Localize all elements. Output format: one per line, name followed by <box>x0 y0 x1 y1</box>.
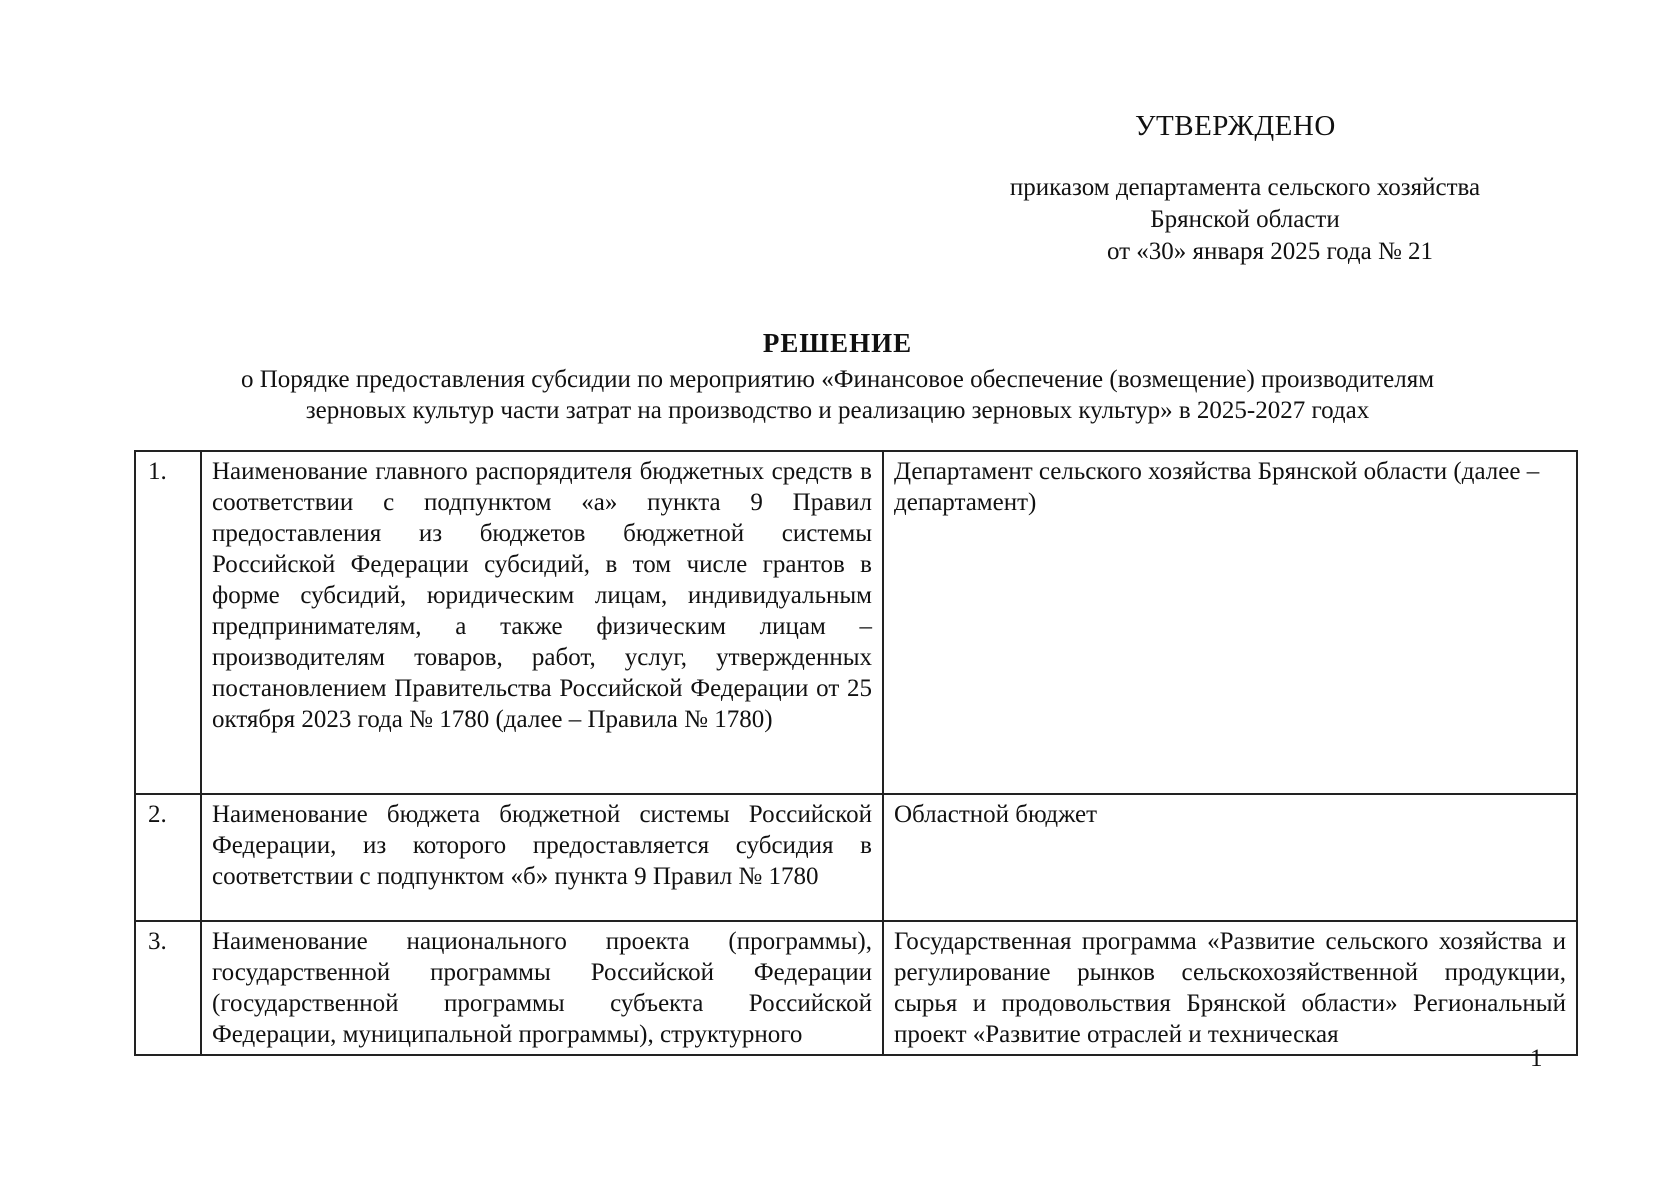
table-row <box>135 451 1577 794</box>
approval-line-region: Брянской области <box>1150 206 1340 233</box>
page-number: 1 <box>1530 1045 1543 1072</box>
row-number: 2. <box>135 794 201 921</box>
approval-line-order: приказом департамента сельского хозяйства <box>1009 174 1481 201</box>
document-subtitle-line-1: о Порядке предоставления субсидии по мероприятию «Финансовое обеспечение (возмещение) производителям <box>240 366 1435 393</box>
row-number: 1. <box>135 451 201 794</box>
row-number: 3. <box>135 921 201 1055</box>
approval-title: УТВЕРЖДЕНО <box>1135 110 1336 142</box>
document-subtitle-line-2: зерновых культур части затрат на производство и реализацию зерновых культур» в 2025-2027 годах <box>305 397 1370 424</box>
row-description: Наименование бюджета бюджетной системы Российской Федерации, из которого предоставляется субсидия в соответствии с подпунктом «б» пункта 9 Правил № 1780 <box>201 794 883 921</box>
row-value: Государственная программа «Развитие сельского хозяйства и регулирование рынков сельскохозяйственной продукции, сырья и продовольствия Брянской области» Региональный проект «Развитие отраслей и техническая <box>883 921 1577 1055</box>
approval-line-date: от «30» января 2025 года № 21 <box>1106 238 1434 265</box>
row-description: Наименование национального проекта (программы), государственной программы Российской Федерации (государственной программы субъекта Российской Федерации, муниципальной программы), структурного <box>201 921 883 1055</box>
decision-table <box>134 450 1578 1056</box>
document-title: РЕШЕНИЕ <box>762 328 913 358</box>
table-row <box>135 794 1577 921</box>
table-row <box>135 921 1577 1055</box>
row-value: Департамент сельского хозяйства Брянской области (далее – департамент) <box>883 451 1577 794</box>
row-description: Наименование главного распорядителя бюджетных средств в соответствии с подпунктом «а» пункта 9 Правил предоставления из бюджетов бюджетной системы Российской Федерации субсидий, в том числе грантов в форме субсидий, юридическим лицам, индивидуальным предпринимателям, а также физическим лицам – производителям товаров, работ, услуг, утвержденных постановлением Правительства Российской Федерации от 25 октября 2023 года № 1780 (далее – Правила № 1780) <box>201 451 883 794</box>
row-value: Областной бюджет <box>883 794 1577 921</box>
